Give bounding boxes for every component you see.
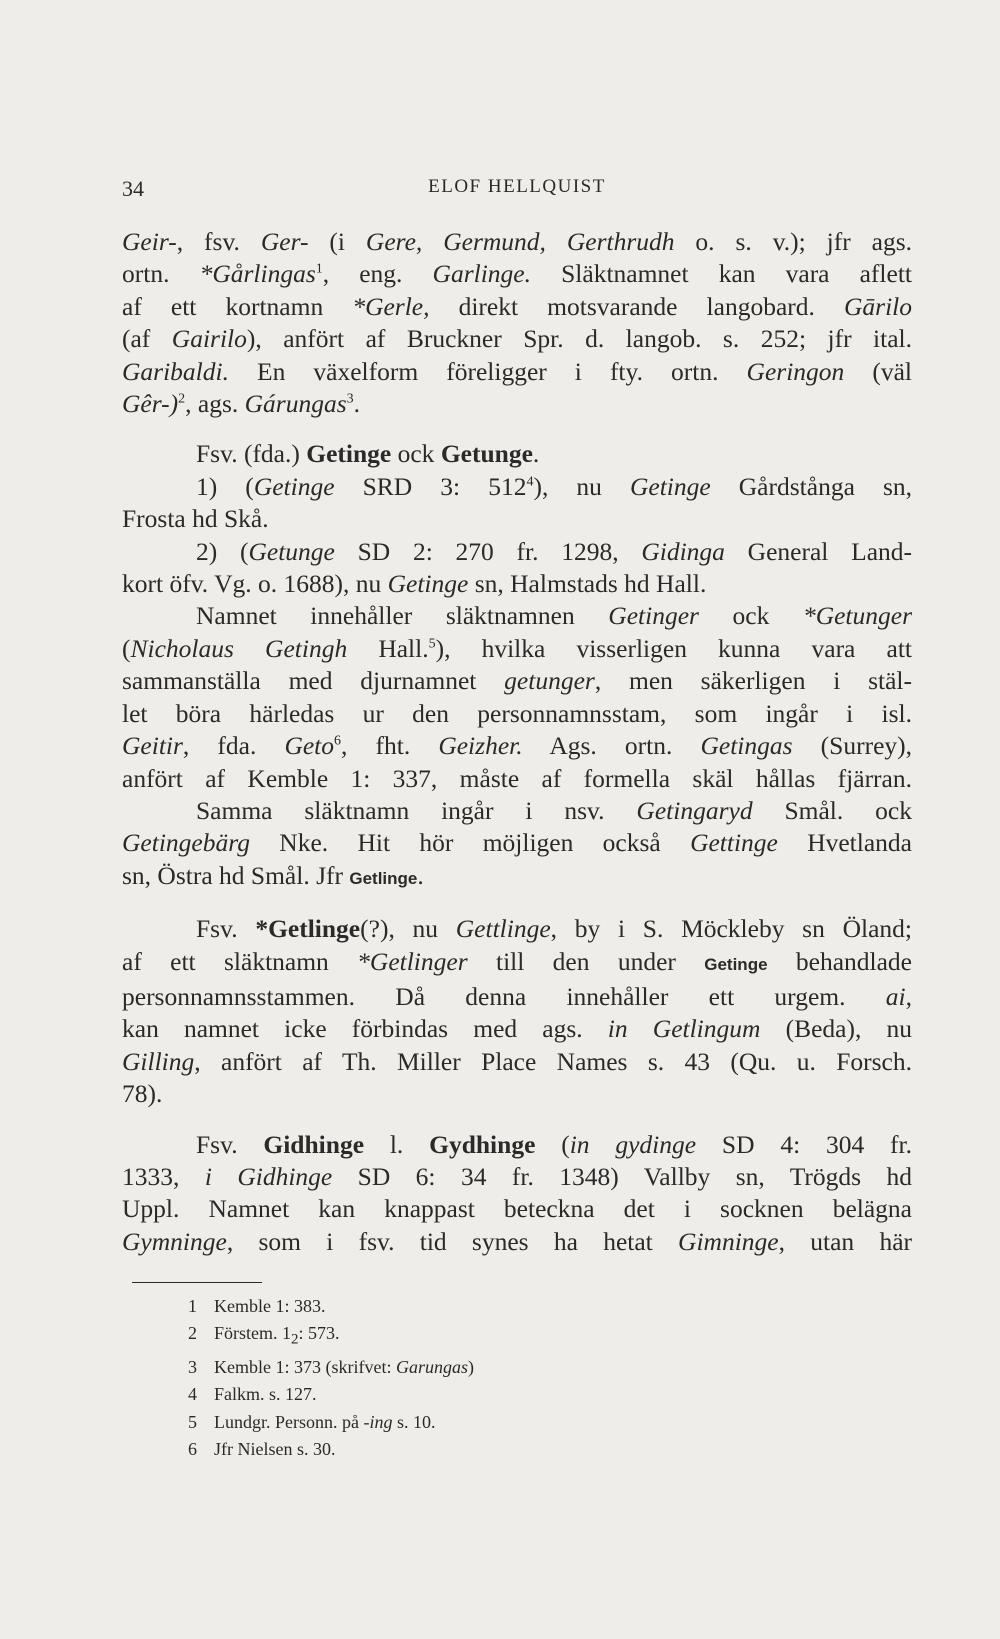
text-line: kan namnet icke förbindas med ags. in Getlingum (Beda), nu bbox=[122, 1014, 912, 1044]
footnote-ref: 5 bbox=[428, 636, 436, 652]
entry-heading: Fsv. (fda.) Getinge ock Getunge. bbox=[196, 439, 540, 469]
running-head: ELOF HELLQUIST bbox=[428, 176, 606, 197]
footnote-ref: 4 bbox=[526, 474, 534, 490]
text-line: Gilling, anfört af Th. Miller Place Names s. 43 (Qu. u. Forsch. bbox=[122, 1046, 912, 1076]
text-line: Uppl. Namnet kan knappast beteckna det i socknen belägna bbox=[122, 1194, 912, 1224]
cross-reference: Getlinge bbox=[349, 868, 418, 888]
text-line: af ett släktnamn *Getlinger till den under Getinge behandlade bbox=[122, 946, 912, 976]
cross-reference: Getinge bbox=[704, 954, 768, 974]
text-line: Getingebärg Nke. Hit hör möjligen också Gettinge Hvetlanda bbox=[122, 828, 912, 858]
text-line: kort öfv. Vg. o. 1688), nu Getinge sn, Halmstads hd Hall. bbox=[122, 569, 707, 599]
footnote-ref: 1 bbox=[315, 261, 323, 277]
text-line: Frosta hd Skå. bbox=[122, 504, 269, 534]
headword: Getinge bbox=[306, 439, 392, 469]
text-line: Samma släktnamn ingår i nsv. Getingaryd Smål. ock bbox=[196, 795, 912, 825]
footnote-ref: 6 bbox=[334, 733, 342, 749]
headword: Gydhinge bbox=[429, 1129, 536, 1159]
footnote: 6 Jfr Nielsen s. 30. bbox=[188, 1439, 336, 1460]
headword: Gidhinge bbox=[263, 1129, 365, 1159]
text-line: 2) (Getunge SD 2: 270 fr. 1298, Gidinga General Land- bbox=[196, 536, 913, 566]
footnote: 3 Kemble 1: 373 (skrifvet: Garungas) bbox=[188, 1357, 474, 1378]
text-line: 78). bbox=[122, 1079, 163, 1109]
text-line: Namnet innehåller släktnamnen Getinger ock *Getunger bbox=[196, 601, 912, 631]
text-line: (Nicholaus Getingh Hall.$^5$), hvilka visserligen kunna vara att bbox=[122, 633, 912, 663]
text-line: Gêr-)$^2$, ags. Gárungas$^3$. bbox=[122, 389, 361, 419]
text-line: sn, Östra hd Smål. Jfr Getlinge. bbox=[122, 860, 424, 890]
text-line: anfört af Kemble 1: 337, måste af formella skäl hållas fjärran. bbox=[122, 763, 912, 793]
footnote-ref: 2 bbox=[178, 391, 186, 407]
footnote-divider bbox=[132, 1282, 262, 1283]
entry-heading: Fsv. Gidhinge l. Gydhinge (in gydinge SD 4: 304 fr. bbox=[196, 1129, 912, 1159]
text-line: ortn. *Gårlingas$^1$, eng. Garlinge. Släktnamnet kan vara aflett bbox=[122, 259, 912, 289]
footnote: 2 Förstem. $1_2$: 573. bbox=[188, 1323, 340, 1348]
footnote-ref: 3 bbox=[346, 391, 354, 407]
page-number: 34 bbox=[122, 176, 144, 201]
body-text bbox=[122, 226, 912, 1258]
text-line: af ett kortnamn *Gerle, direkt motsvarande langobard. Gārilo bbox=[122, 291, 912, 321]
headword: Getunge bbox=[440, 439, 533, 469]
text-line: Geir-, fsv. Ger- (i Gere, Germund, Gerthrudh o. s. v.); jfr ags. bbox=[122, 227, 913, 256]
text-line: Gymninge, som i fsv. tid synes ha hetat Gimninge, utan här bbox=[122, 1226, 913, 1256]
text-line: Geitir, fda. Geto$^6$, fht. Geizher. Ags. ortn. Getingas (Surrey), bbox=[122, 731, 912, 761]
entry-heading: Fsv. *Getlinge(?), nu Gettlinge, by i S. Möckleby sn Öland; bbox=[196, 914, 912, 944]
text-line: 1333, i Gidhinge SD 6: 34 fr. 1348) Vallby sn, Trögds hd bbox=[122, 1161, 912, 1191]
footnote: 1 Kemble 1: 383. bbox=[188, 1296, 326, 1316]
page-header bbox=[122, 176, 912, 206]
text-line: Garibaldi. En växelform föreligger i fty. ortn. Geringon (väl bbox=[122, 356, 912, 386]
text-line: 1) (Getinge SRD 3: $512^4$), nu Getinge Gårdstånga sn, bbox=[196, 471, 913, 501]
footnote: 4 Falkm. s. 127. bbox=[188, 1384, 317, 1405]
text-line: (af Gairilo), anfört af Bruckner Spr. d. langob. s. 252; jfr ital. bbox=[122, 324, 912, 354]
text-line: personnamnsstammen. Då denna innehåller ett urgem. ai, bbox=[122, 981, 912, 1011]
headword: *Getlinge bbox=[255, 914, 361, 944]
footnotes bbox=[188, 1293, 474, 1463]
text-line: sammanställa med djurnamnet getunger, men säkerligen i stäl- bbox=[122, 666, 912, 696]
footnote: 5 Lundgr. Personn. på -ing s. 10. bbox=[188, 1411, 436, 1432]
text-line: let böra härledas ur den personnamnsstam, som ingår i isl. bbox=[122, 698, 912, 728]
